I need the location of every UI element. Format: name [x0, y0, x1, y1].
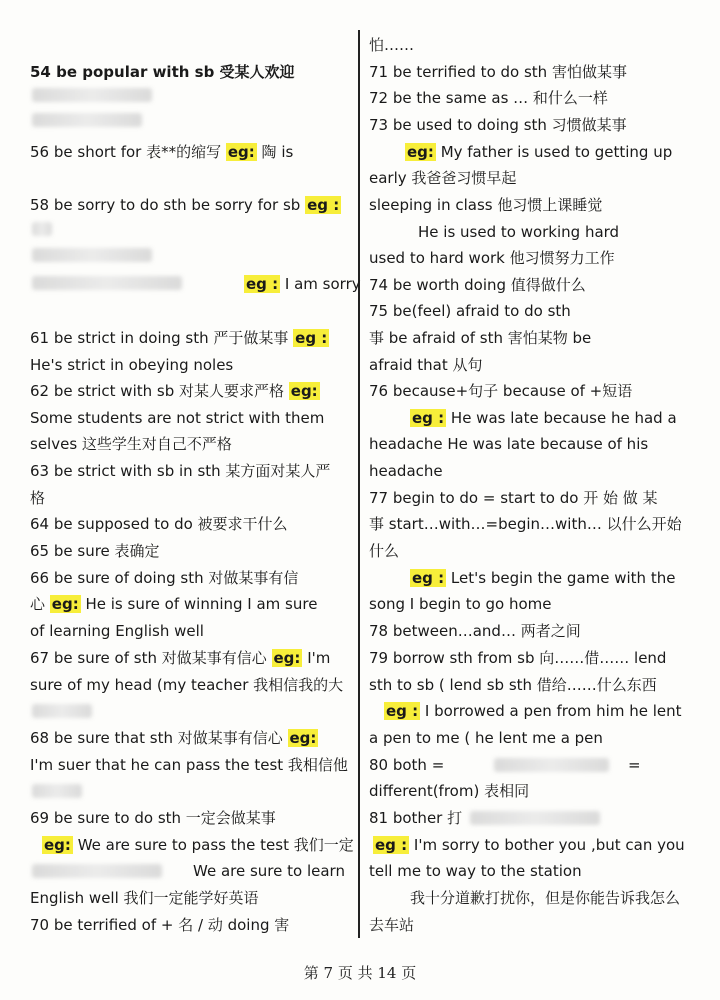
entry-61: 61 be strict in doing sth 严于做某事 eg :	[30, 329, 328, 347]
blurred-text	[494, 758, 609, 772]
blurred-text	[32, 784, 82, 798]
entry-69-example: eg: We are sure to pass the test 我们一定	[44, 836, 354, 854]
blurred-text	[32, 248, 152, 262]
blurred-text	[32, 864, 162, 878]
blurred-text	[32, 276, 182, 290]
entry-79-example: eg : I borrowed a pen from him he lent	[386, 702, 682, 720]
entry-81-translation-cont: 去车站	[369, 916, 415, 934]
entry-78: 78 between…and… 两者之间	[369, 622, 581, 640]
entry-77-cont-2: 什么	[369, 542, 400, 560]
entry-68: 68 be sure that sth 对做某事有信心 eg:	[30, 729, 317, 747]
entry-73-example-4: used to hard work 他习惯努力工作	[369, 249, 615, 267]
entry-67-example: sure of my head (my teacher 我相信我的大	[30, 676, 344, 694]
entry-64: 64 be supposed to do 被要求干什么	[30, 515, 288, 533]
entry-66-example: 心 eg: He is sure of winning I am sure	[30, 595, 318, 613]
entry-81-example: eg : I'm sorry to bother you ,but can you	[375, 836, 685, 854]
entry-54: 54 be popular with sb 受某人欢迎	[30, 63, 295, 81]
page-footer: 第 7 页 共 14 页	[303, 964, 417, 982]
entry-74: 74 be worth doing 值得做什么	[369, 276, 586, 294]
entry-62-translation: selves 这些学生对自己不严格	[30, 435, 232, 453]
blurred-text	[32, 113, 142, 127]
entry-80: 80 both =	[369, 756, 445, 774]
entry-68-example: I'm suer that he can pass the test 我相信他	[30, 756, 348, 774]
entry-79-cont: sth to sb ( lend sb sth 借给……什么东西	[369, 676, 657, 694]
entry-81: 81 bother 打	[369, 809, 463, 827]
entry-76-example-cont-2: headache	[369, 462, 443, 480]
entry-73-example-3: He is used to working hard	[418, 223, 620, 241]
entry-80-equals: =	[628, 756, 641, 774]
entry-63: 63 be strict with sb in sth 某方面对某人严	[30, 462, 331, 480]
entry-72: 72 be the same as … 和什么一样	[369, 89, 608, 107]
entry-79-example-cont: a pen to me ( he lent me a pen	[369, 729, 603, 747]
entry-77: 77 begin to do = start to do 开 始 做 某	[369, 489, 658, 507]
entry-81-example-cont: tell me to way to the station	[369, 862, 582, 880]
entry-62: 62 be strict with sb 对某人要求严格 eg:	[30, 382, 318, 400]
entry-70: 70 be terrified of + 名 / 动 doing 害	[30, 916, 290, 934]
entry-77-example-cont: song I begin to go home	[369, 595, 552, 613]
column-divider	[358, 30, 360, 938]
entry-73-example: eg: My father is used to getting up	[407, 143, 673, 161]
entry-62-example: Some students are not strict with them	[30, 409, 325, 427]
entry-70-cont: 怕……	[369, 36, 415, 54]
blurred-text	[32, 88, 152, 102]
entry-75: 75 be(feel) afraid to do sth	[369, 302, 571, 320]
entry-73-example-2: sleeping in class 他习惯上课睡觉	[369, 196, 603, 214]
blurred-text	[32, 704, 92, 718]
entry-77-cont: 事 start…with…=begin…with… 以什么开始	[369, 515, 682, 533]
entry-69: 69 be sure to do sth 一定会做某事	[30, 809, 276, 827]
entry-69-example-2: We are sure to learn	[193, 862, 345, 880]
entry-66-cont: of learning English well	[30, 622, 204, 640]
entry-75-cont: 事 be afraid of sth 害怕某物 be	[369, 329, 592, 347]
entry-61-example: He's strict in obeying noles	[30, 356, 234, 374]
entry-58-example: eg : I am sorry	[246, 275, 361, 293]
entry-66: 66 be sure of doing sth 对做某事有信	[30, 569, 299, 587]
entry-80-cont: different(from) 表相同	[369, 782, 530, 800]
entry-56: 56 be short for 表**的缩写 eg: 陶 is	[30, 143, 294, 161]
entry-75-cont-2: afraid that 从句	[369, 356, 483, 374]
entry-58: 58 be sorry to do sth be sorry for sb eg :	[30, 196, 340, 214]
entry-79: 79 borrow sth from sb 向……借…… lend	[369, 649, 667, 667]
entry-76-example: eg : He was late because he had a	[412, 409, 677, 427]
entry-73-translation: early 我爸爸习惯早起	[369, 169, 517, 187]
entry-76-example-cont: headache He was late because of his	[369, 435, 649, 453]
entry-65: 65 be sure 表确定	[30, 542, 160, 560]
blurred-text	[32, 222, 52, 236]
entry-77-example: eg : Let's begin the game with the	[412, 569, 676, 587]
entry-67: 67 be sure of sth 对做某事有信心 eg: I'm	[30, 649, 331, 667]
blurred-text	[470, 811, 600, 825]
entry-76: 76 because+句子 because of +短语	[369, 382, 633, 400]
entry-71: 71 be terrified to do sth 害怕做某事	[369, 63, 627, 81]
entry-63-cont: 格	[30, 489, 46, 507]
entry-73: 73 be used to doing sth 习惯做某事	[369, 116, 627, 134]
entry-81-translation: 我十分道歉打扰你，但是你能告诉我怎么	[410, 889, 681, 907]
entry-69-translation: English well 我们一定能学好英语	[30, 889, 259, 907]
